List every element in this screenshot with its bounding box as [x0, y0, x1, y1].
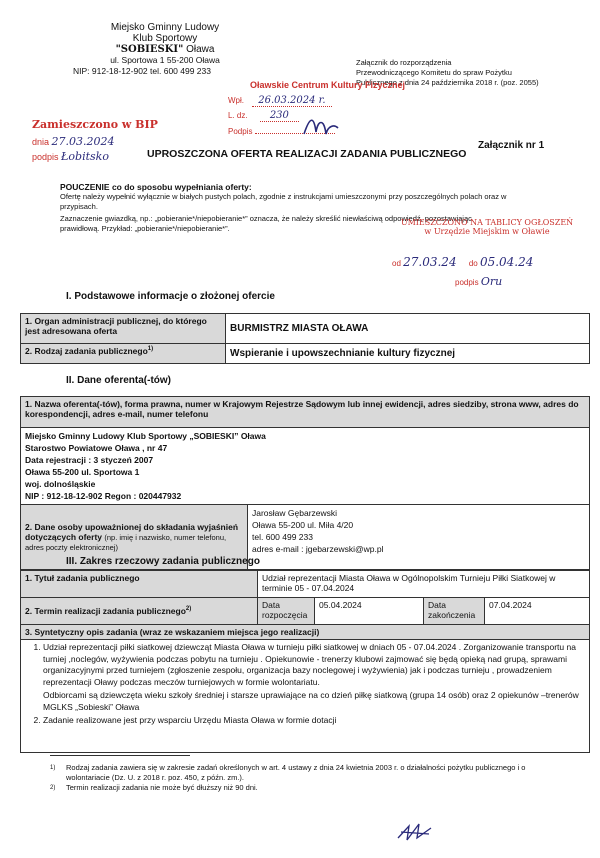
- notice-paragraph-1: Ofertę należy wypełnić wyłącznie w białych pustych polach, zgodnie z instrukcjami umieszczonymi przy poszczególnych polach oraz w przypisach.: [60, 192, 507, 211]
- wpl-value: 26.03.2024 r.: [252, 95, 331, 107]
- registration-signature-icon: [300, 112, 340, 142]
- task-term-label: 2. Termin realizacji zadania publicznego$^{2)}$: [21, 598, 258, 625]
- task-title-value: Udział reprezentacji Miasta Oława w Ogólnopolskim Turnieju Piłki Siatkowej w terminie 05 - 07.04.2024: [258, 571, 590, 598]
- offeror-line: Data rejestracji : 3 styczeń 2007: [25, 455, 154, 465]
- offeror-line: Miejsko Gminny Ludowy Klub Sportowy „SOBIESKI” Oława: [25, 431, 266, 441]
- board-podpis-label: podpis: [455, 278, 479, 287]
- attachment-note-line-1: Załącznik do rozporządzenia: [356, 58, 452, 67]
- organ-value: BURMISTRZ MIASTA OŁAWA: [226, 314, 590, 344]
- bip-sign: [32, 150, 109, 163]
- contact-person-details: [248, 505, 590, 570]
- board-stamp-dates: [392, 255, 533, 269]
- org-line-2: Klub Sportowy: [132, 33, 198, 44]
- org-line-1: Miejsko Gminny Ludowy: [110, 22, 220, 33]
- board-stamp-line-2: w Urzędzie Miejskim w Oławie: [424, 227, 550, 236]
- board-do-label: do: [468, 259, 478, 268]
- offeror-line: Oława 55-200 ul. Sportowa 1: [25, 467, 140, 477]
- organization-stamp: [73, 22, 245, 77]
- wpl-label: Wpł.: [228, 96, 244, 105]
- board-od-value: 27.03.24: [403, 255, 457, 269]
- offeror-line: NIP : 912-18-12-902 Regon : 020447932: [25, 491, 182, 501]
- document-title: UPROSZCZONA OFERTA REALIZACJI ZADANIA PUBLICZNEGO: [147, 148, 467, 160]
- start-date-label: Data rozpoczęcia: [258, 598, 315, 625]
- board-stamp-sign: [455, 275, 502, 288]
- board-stamp-line-1: UMIESZCZONO NA TABLICY OGŁOSZEŃ: [400, 218, 574, 227]
- offeror-line: Starostwo Powiatowe Oława , nr 47: [25, 443, 168, 453]
- section-2-table: [20, 396, 590, 570]
- task-type-value: Wspieranie i upowszechnianie kultury fizycznej: [226, 344, 590, 364]
- task-type-label: 2. Rodzaj zadania publicznego$^{1)}$: [21, 344, 226, 364]
- bip-date-label: dnia: [32, 137, 50, 147]
- section-1-title: I. Podstawowe informacje o złożonej ofercie: [66, 291, 275, 302]
- footnote-2: 2) Termin realizacji zadania nie może być dłuższy niż 90 dni.: [50, 783, 258, 792]
- offeror-details: [21, 428, 590, 505]
- ldz-label: L. dz.: [228, 111, 248, 120]
- registration-wpl: [228, 95, 332, 106]
- ldz-value: 230: [260, 110, 299, 122]
- section-3-title: III. Zakres rzeczowy zadania publicznego: [66, 556, 260, 567]
- task-description: [21, 640, 590, 753]
- section-3-table: [20, 570, 590, 753]
- podpis-label: Podpis: [228, 127, 253, 136]
- description-item-extra: Odbiorcami są dziewczęta wieku szkoły średniej i starsze uprawiające na co dzień piłkę siatkową (grupa 14 osób) oraz 2 opiekunów –trenerów MGLKS „Sobieski” Oława: [43, 690, 579, 712]
- bip-date: [32, 135, 115, 148]
- contact-line: adres e-mail : jgebarzewski@wp.pl: [252, 544, 384, 554]
- bip-sign-label: podpis: [32, 152, 59, 162]
- board-od-label: od: [392, 259, 401, 268]
- attachment-note-line-3: Publicznego z dnia 24 października 2018 r. (poz. 2055): [356, 78, 539, 87]
- task-description-label: 3. Syntetyczny opis zadania (wraz ze wskazaniem miejsca jego realizacji): [21, 625, 590, 640]
- notice-paragraph-2: Zaznaczenie gwiazdką, np.: „pobieranie*/niepobieranie*” oznacza, że należy skreślić niewłaściwą odpowiedź, pozostawiając prawidłową. Przykład: „pobieranie*/niepobieranie*”.: [60, 214, 472, 233]
- offeror-line: woj. dolnośląskie: [25, 479, 96, 489]
- attachment-note-line-2: Przewodniczącego Komitetu do spraw Pożytku: [356, 68, 512, 77]
- board-podpis-value: Oru: [480, 275, 503, 288]
- page-signature-icon: [395, 818, 435, 846]
- footnote-1: 1) Rodzaj zadania zawiera się w zakresie zadań określonych w art. 4 ustawy z dnia 24 kwietnia 2003 r. o działalności pożytku publicznego i o wolontariacie (Dz. U. z 2018 r. poz. 450, z późn. zm.).: [50, 763, 526, 782]
- contact-line: Oława 55-200 ul. Miła 4/20: [252, 520, 354, 530]
- contact-line: tel. 600 499 233: [252, 532, 313, 542]
- footnotes: [50, 763, 550, 793]
- bip-sign-value: Łobitsko: [61, 150, 109, 163]
- org-nip-phone: NIP: 912-18-12-902 tel. 600 499 233: [73, 66, 211, 76]
- contact-line: Jarosław Gębarzewski: [252, 508, 338, 518]
- board-stamp: [392, 218, 582, 236]
- bip-date-value: 27.03.2024: [51, 135, 115, 148]
- organ-label: 1. Organ administracji publicznej, do którego jest adresowana oferta: [21, 314, 226, 344]
- start-date-value: 05.04.2024: [315, 598, 424, 625]
- board-do-value: 05.04.24: [479, 255, 534, 269]
- registration-stamp-title: Oławskie Centrum Kultury Fizycznej: [250, 80, 406, 90]
- notice-heading: POUCZENIE co do sposobu wypełniania oferty:: [60, 182, 252, 192]
- section-2-title: II. Dane oferenta(-tów): [66, 375, 172, 386]
- offeror-header: 1. Nazwa oferenta(-tów), forma prawna, numer w Krajowym Rejestrze Sądowym lub innej ewidencji, adres siedziby, strona www, adres do korespondencji, adres e-mail, numer telefonu: [21, 397, 590, 428]
- bip-stamp-title: Zamieszczono w BIP: [32, 118, 158, 131]
- org-city: Oława: [186, 44, 215, 55]
- end-date-label: Data zakończenia: [424, 598, 485, 625]
- org-address: ul. Sportowa 1 55-200 Oława: [110, 55, 220, 65]
- section-1-table: [20, 313, 590, 364]
- description-item: 2. Zadanie realizowane jest przy wsparciu Urzędu Miasta Oława w formie dotacji: [43, 715, 585, 727]
- registration-ldz: [228, 110, 299, 121]
- contact-person-label: 2. Dane osoby upoważnionej do składania wyjaśnień dotyczących oferty (np. imię i nazwisko, numer telefonu, adres poczty elektronicznej): [21, 505, 248, 570]
- attachment-number: Załącznik nr 1: [478, 140, 545, 151]
- end-date-value: 07.04.2024: [485, 598, 590, 625]
- description-item: 1. Udział reprezentacji piłki siatkowej dziewcząt Miasta Oława w turnieju piłki siatkowej w dniach 05 - 07.04.2024 . Zorganizowanie transportu na turniej ,noclegów, wyżywienia podczas pobytu na turnieju . Opiekunowie - trenerzy klubowi zajmować się będą opieką nad grupą, sprawami organizacyjnymi przed turniejem (zgłoszenie zespołu, organizacja bazy noclegowej i wyżywienia) jak i podczas turnieju , prowadzeniem reprezentacji Oławy podczas meczów turniejowych w formie wolontariatu. Odbiorcami są dziewczęta wieku szkoły średniej i starsze uprawiające na co dzień piłkę siatkową (grupa 14 osób) oraz 2 opiekunów –trenerów MGLKS „Sobieski” Oława: [43, 642, 585, 713]
- org-name: "SOBIESKI": [115, 44, 184, 55]
- footnote-divider: [50, 755, 190, 756]
- task-title-label: 1. Tytuł zadania publicznego: [21, 571, 258, 598]
